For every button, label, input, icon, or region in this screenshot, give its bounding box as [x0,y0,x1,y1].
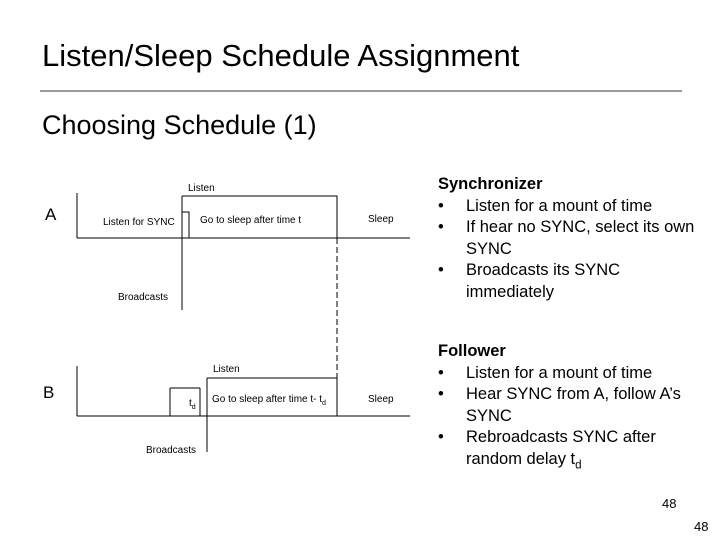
synchronizer-block [438,174,698,303]
a-listen-label: Listen [188,183,215,194]
b-broadcasts-label: Broadcasts [146,445,197,456]
list-item: • Rebroadcasts SYNC after random delay $t_d$ [438,428,656,471]
node-a-label: A [45,205,57,224]
a-listen-for-sync-label: Listen for SYNC [103,217,175,228]
slide-subtitle: Choosing Schedule (1) [42,110,317,140]
a-sleep-label: Sleep [368,214,394,225]
list-item: • Listen for a mount of time [438,363,653,382]
list-item: • Hear SYNC from A, follow A’s SYNC [438,385,681,425]
a-go-to-sleep-label: Go to sleep after time t [200,215,302,226]
b-td-label: $t_d$ [189,398,196,411]
follower-heading: Follower [438,342,506,360]
page-number: 48 [662,496,677,511]
follower-block [438,341,698,476]
page-number-footer: 48 [694,519,709,534]
b-listen-label: Listen [213,364,240,375]
list-item: • Broadcasts its SYNC immediately [438,261,621,301]
a-broadcast-slot [182,212,189,238]
a-broadcasts-label: Broadcasts [118,292,169,303]
slide-title: Listen/Sleep Schedule Assignment [42,38,520,73]
list-item: • If hear no SYNC, select its own SYNC [438,218,695,258]
node-b-label: B [43,383,55,402]
b-sleep-label: Sleep [368,394,394,405]
b-go-to-sleep-label: Go to sleep after time t- $t_d$ [212,394,326,407]
synchronizer-heading: Synchronizer [438,175,543,193]
list-item: • Listen for a mount of time [438,196,653,215]
